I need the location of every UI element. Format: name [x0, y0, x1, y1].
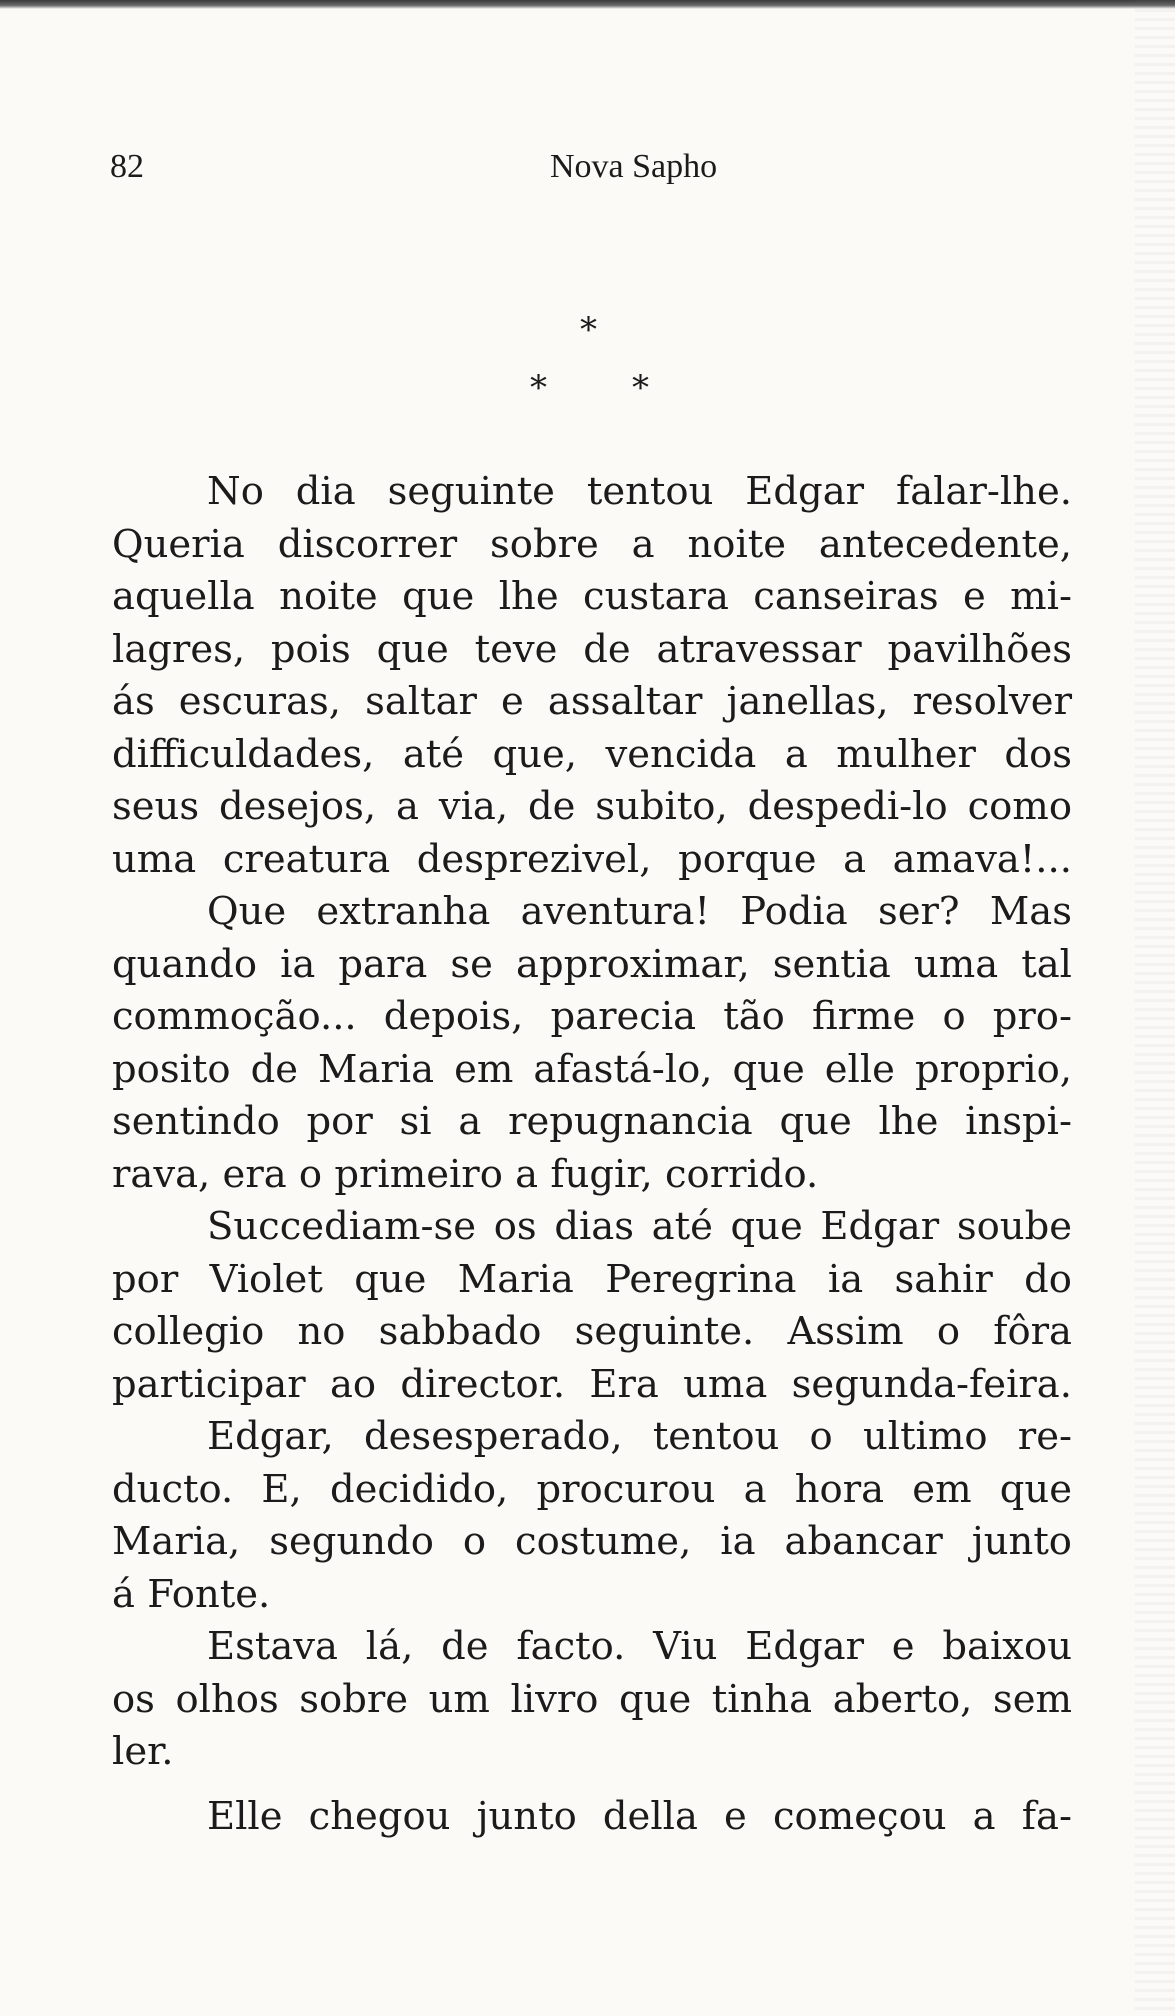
- text-line: por Violet que Maria Peregrina ia sahir do: [112, 1256, 1072, 1302]
- text-line: Succediam-se os dias até que Edgar soube: [207, 1204, 1072, 1249]
- running-title: Nova Sapho: [550, 148, 718, 185]
- page-header: [110, 148, 1070, 198]
- page-edge-shadow: [1135, 0, 1175, 2016]
- paragraph-gap: [112, 1779, 1072, 1791]
- text-line: Estava lá, de facto. Viu Edgar e baixou: [207, 1624, 1072, 1669]
- text-line: No dia seguinte tentou Edgar falar-lhe.: [207, 469, 1072, 514]
- section-break-asterism: [480, 310, 730, 420]
- text-line: uma creatura desprezivel, porque a amava!...: [112, 836, 1072, 882]
- text-line: Elle chegou junto della e começou a fa-: [207, 1793, 1072, 1839]
- asterism-top-star: *: [580, 310, 597, 350]
- text-line: ducto. E, decidido, procurou a hora em que: [112, 1466, 1072, 1512]
- text-line: Queria discorrer sobre a noite antecedente,: [112, 521, 1072, 567]
- asterism-right-star: *: [632, 368, 649, 408]
- body-text: [112, 466, 1072, 1843]
- text-line: participar ao director. Era uma segunda-feira.: [112, 1361, 1072, 1407]
- text-line: ler.: [112, 1729, 174, 1774]
- top-scan-border: [0, 0, 1175, 9]
- text-line: seus desejos, a via, de subito, despedi-lo como: [112, 784, 1072, 829]
- page-number: 82: [110, 148, 144, 185]
- text-line: Maria, segundo o costume, ia abancar junto: [112, 1519, 1072, 1564]
- text-line: quando ia para se approximar, sentia uma tal: [112, 941, 1072, 987]
- text-line: sentindo por si a repugnancia que lhe inspi-: [112, 1099, 1072, 1144]
- asterism-left-star: *: [530, 368, 547, 408]
- text-line: posito de Maria em afastá-lo, que elle proprio,: [112, 1046, 1072, 1092]
- text-line: collegio no sabbado seguinte. Assim o fôra: [112, 1309, 1072, 1354]
- text-line: difficuldades, até que, vencida a mulher dos: [112, 731, 1072, 777]
- text-line: lagres, pois que teve de atravessar pavilhões: [112, 626, 1072, 672]
- text-line: commoção... depois, parecia tão firme o pro-: [112, 994, 1072, 1039]
- text-line: aquella noite que lhe custara canseiras e mi-: [112, 574, 1072, 619]
- text-line: rava, era o primeiro a fugir, corrido.: [112, 1151, 819, 1197]
- text-line: Edgar, desesperado, tentou o ultimo re-: [207, 1414, 1072, 1459]
- text-line: ás escuras, saltar e assaltar janellas, resolver: [112, 679, 1072, 724]
- text-line: os olhos sobre um livro que tinha aberto, sem: [112, 1676, 1072, 1722]
- text-line: Que extranha aventura! Podia ser? Mas: [207, 889, 1072, 934]
- text-line: á Fonte.: [112, 1571, 271, 1617]
